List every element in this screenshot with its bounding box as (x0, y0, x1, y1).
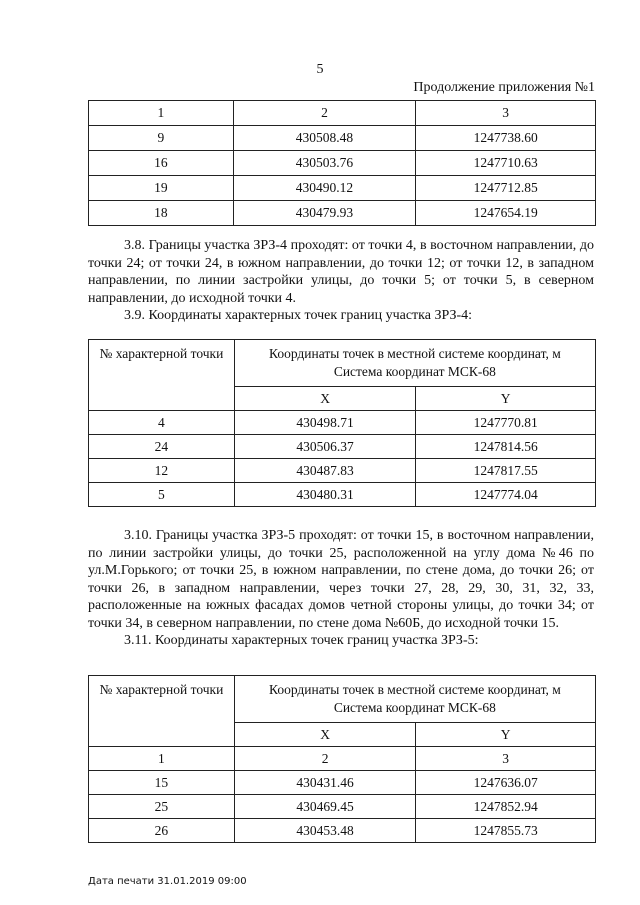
coordinate-header-line-1: Координаты точек в местной системе координат, м (269, 682, 561, 697)
column-number-cell: 3 (416, 101, 596, 126)
column-number-cell: 1 (89, 747, 235, 771)
section-3-8-paragraph: 3.8. Границы участка ЗРЗ-4 проходят: от точки 4, в восточном направлении, до точки 24; от точки 24, в южном направлении, до точки 12; от точки 12, в западном направлении, по линии застройки улицы, до точки 5; от точки 5, в северном направлении, до исходной точки 4. (88, 238, 594, 306)
table-row (89, 819, 596, 843)
x-coordinate-cell: 430480.31 (234, 483, 416, 507)
point-number-header-text: № характерной точки (99, 346, 224, 361)
section-3-10-block (88, 527, 594, 650)
section-3-10-paragraph: 3.10. Границы участка ЗРЗ-5 проходят: от точки 15, в восточном направлении, по линии застройки улицы, до точки 25, расположенной на углу дома №46 по ул.М.Горького; от точки 25, в южном направлении, по стене дома, до точки 26; от точки 26, в западном направлении, через точки 27, 28, 29, 30, 31, 32, 33, расположенные на южных фасадах домов четной стороны улицы, до точки 34; от точки 34, в северном направлении, по стене дома №60Б, до исходной точки 15. (88, 528, 594, 631)
point-number-cell: 26 (89, 819, 235, 843)
coordinate-header-line-2: Система координат МСК-68 (333, 700, 496, 715)
column-number-cell: 2 (234, 747, 416, 771)
page-number: 5 (316, 62, 324, 77)
table-row (89, 411, 596, 435)
coordinates-table-continued (88, 100, 596, 226)
column-number-row (89, 747, 596, 771)
section-3-11-heading: 3.11. Координаты характерных точек границ участка ЗРЗ-5: (124, 633, 479, 648)
table-row (89, 771, 596, 795)
table-row (89, 435, 596, 459)
x-axis-header: X (234, 723, 416, 747)
coordinate-header-line-1: Координаты точек в местной системе координат, м (269, 346, 561, 361)
x-coordinate-cell: 430490.12 (233, 176, 416, 201)
table-row (89, 126, 596, 151)
zrz5-coordinates-table (88, 675, 596, 843)
point-number-cell: 24 (89, 435, 235, 459)
table-row (89, 459, 596, 483)
point-number-cell: 4 (89, 411, 235, 435)
column-number-cell: 1 (89, 101, 234, 126)
y-axis-header: Y (416, 387, 596, 411)
coordinate-system-header (234, 676, 595, 723)
y-coordinate-cell: 1247738.60 (416, 126, 596, 151)
table-row (89, 483, 596, 507)
x-coordinate-cell: 430479.93 (233, 201, 416, 226)
point-number-header-text: № характерной точки (99, 682, 224, 697)
section-3-9-heading: 3.9. Координаты характерных точек границ участка ЗРЗ-4: (124, 308, 473, 323)
column-number-cell: 3 (416, 747, 596, 771)
coordinate-system-header (234, 340, 595, 387)
table-row (89, 795, 596, 819)
zrz4-coordinates-table (88, 339, 596, 507)
point-number-header (89, 676, 235, 747)
x-coordinate-cell: 430431.46 (234, 771, 416, 795)
point-number-cell: 19 (89, 176, 234, 201)
print-date-footer: Дата печати 31.01.2019 09:00 (88, 876, 247, 887)
x-coordinate-cell: 430508.48 (233, 126, 416, 151)
appendix-continuation-label: Продолжение приложения №1 (413, 80, 595, 95)
table-row (89, 201, 596, 226)
point-number-cell: 25 (89, 795, 235, 819)
point-number-cell: 18 (89, 201, 234, 226)
y-coordinate-cell: 1247710.63 (416, 151, 596, 176)
y-coordinate-cell: 1247770.81 (416, 411, 596, 435)
y-coordinate-cell: 1247852.94 (416, 795, 596, 819)
y-coordinate-cell: 1247774.04 (416, 483, 596, 507)
y-coordinate-cell: 1247814.56 (416, 435, 596, 459)
coordinate-header-line-2: Система координат МСК-68 (333, 364, 496, 379)
x-coordinate-cell: 430498.71 (234, 411, 416, 435)
table-row (89, 151, 596, 176)
y-coordinate-cell: 1247636.07 (416, 771, 596, 795)
y-axis-header: Y (416, 723, 596, 747)
y-coordinate-cell: 1247712.85 (416, 176, 596, 201)
point-number-cell: 16 (89, 151, 234, 176)
x-coordinate-cell: 430506.37 (234, 435, 416, 459)
y-coordinate-cell: 1247654.19 (416, 201, 596, 226)
point-number-cell: 12 (89, 459, 235, 483)
x-coordinate-cell: 430487.83 (234, 459, 416, 483)
table-row (89, 176, 596, 201)
y-coordinate-cell: 1247855.73 (416, 819, 596, 843)
x-coordinate-cell: 430503.76 (233, 151, 416, 176)
point-number-header (89, 340, 235, 411)
x-coordinate-cell: 430453.48 (234, 819, 416, 843)
x-axis-header: X (234, 387, 416, 411)
point-number-cell: 9 (89, 126, 234, 151)
section-3-8-block (88, 237, 594, 325)
table-header-row (89, 101, 596, 126)
point-number-cell: 15 (89, 771, 235, 795)
column-number-cell: 2 (233, 101, 416, 126)
y-coordinate-cell: 1247817.55 (416, 459, 596, 483)
x-coordinate-cell: 430469.45 (234, 795, 416, 819)
point-number-cell: 5 (89, 483, 235, 507)
